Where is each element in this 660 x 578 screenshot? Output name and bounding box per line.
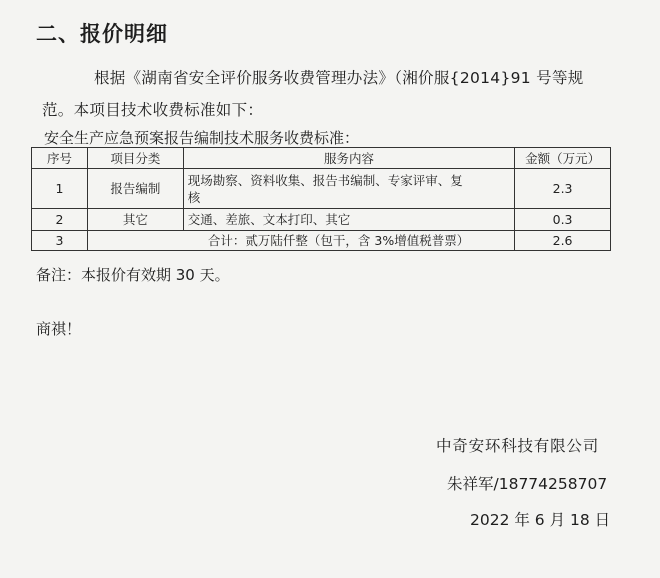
- header-category: 项目分类: [87, 148, 183, 169]
- total-amount: 2.6: [515, 231, 611, 251]
- header-amount: 金额（万元）: [515, 148, 611, 169]
- row-no: 3: [32, 231, 88, 251]
- row-amount: 2.3: [515, 169, 611, 209]
- row-category: 报告编制: [87, 169, 183, 209]
- section-heading: 二、报价明细: [36, 22, 168, 46]
- signature-date: 2022 年 6 月 18 日: [470, 511, 611, 529]
- row-content-line-1: 现场勘察、资料收集、报告书编制、专家评审、复: [187, 172, 463, 188]
- row-content-line-2: 核: [187, 189, 201, 205]
- header-content: 服务内容: [183, 148, 514, 169]
- row-category: 其它: [87, 209, 183, 231]
- fee-table: [31, 147, 611, 251]
- company-name: 中奇安环科技有限公司: [436, 437, 600, 455]
- table-header-row: [32, 148, 611, 169]
- header-no: 序号: [32, 148, 88, 169]
- closing-text: 商祺！: [36, 320, 82, 338]
- row-no: 2: [32, 209, 88, 231]
- row-amount: 0.3: [515, 209, 611, 231]
- row-content: [183, 169, 514, 209]
- row-content: 交通、差旅、文本打印、其它: [183, 209, 514, 231]
- intro-line-2: 范。本项目技术收费标准如下：: [42, 101, 264, 119]
- intro-line-1: 根据《湖南省安全评价服务收费管理办法》（湘价服{2014}91 号等规: [94, 69, 584, 87]
- remark-text: 备注：本报价有效期 30 天。: [36, 266, 230, 284]
- row-no: 1: [32, 169, 88, 209]
- table-caption: 安全生产应急预案报告编制技术服务收费标准：: [44, 129, 360, 147]
- total-text: 合计：贰万陆仟整（包干，含 3%增值税普票）: [87, 231, 514, 251]
- table-total-row: [32, 231, 611, 251]
- contact-info: 朱祥军/18774258707: [447, 475, 608, 493]
- table-row: [32, 169, 611, 209]
- table-row: [32, 209, 611, 231]
